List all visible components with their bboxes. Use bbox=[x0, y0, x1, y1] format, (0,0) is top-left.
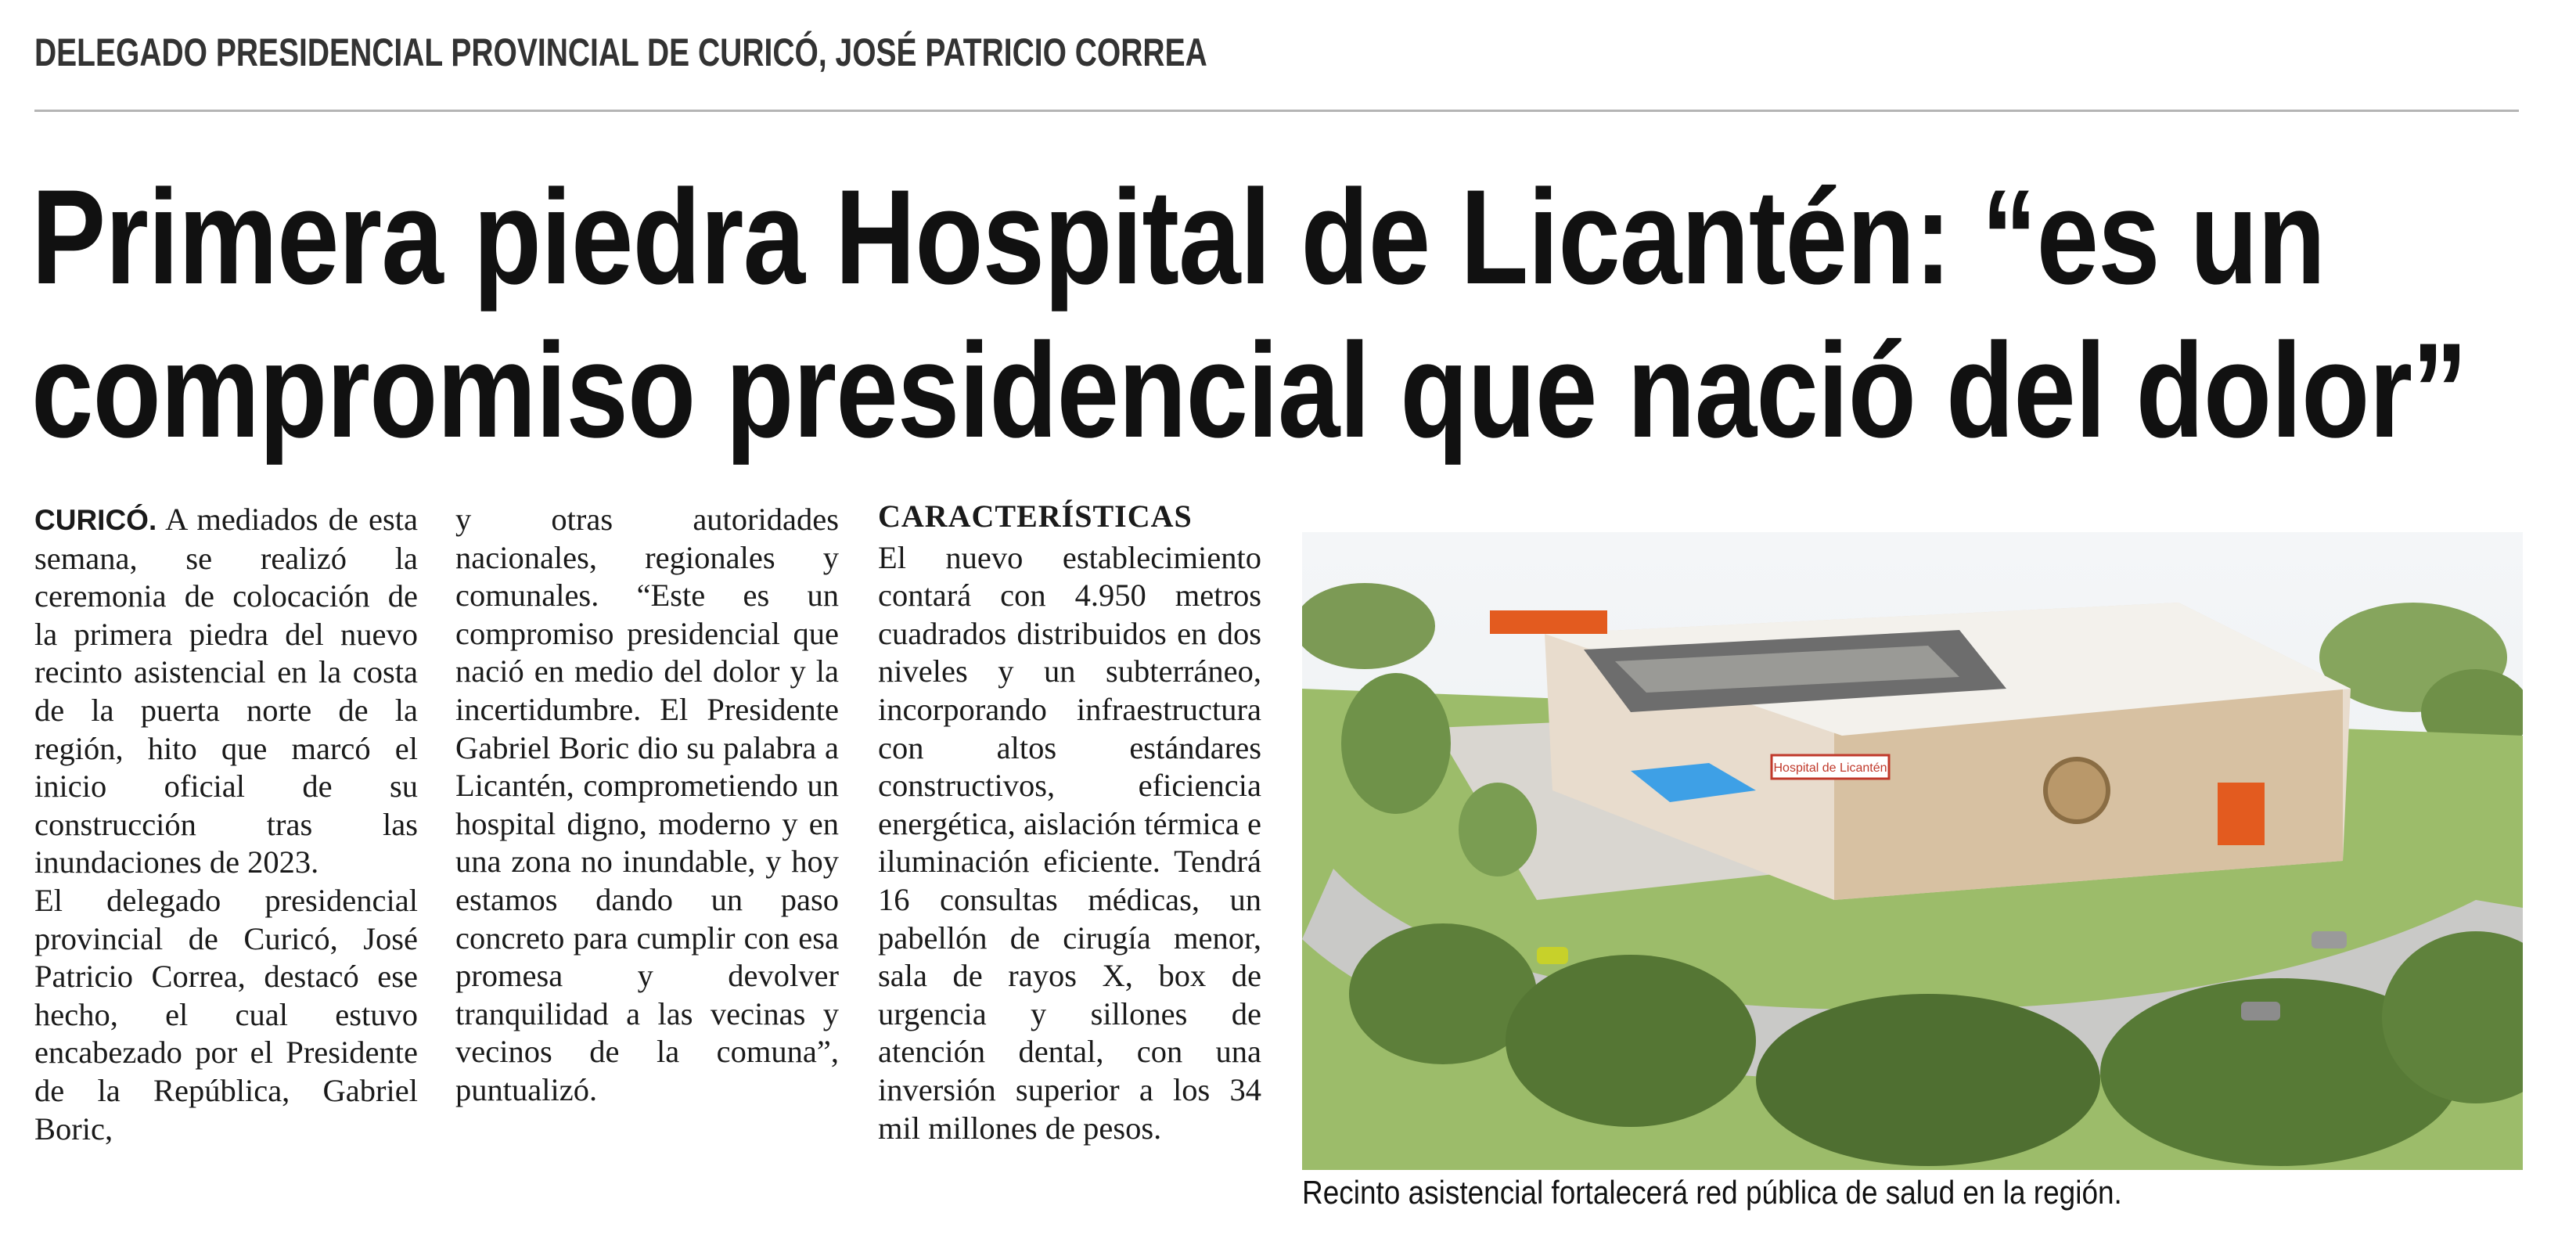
hospital-rendering-photo bbox=[1302, 532, 2523, 1170]
headline-line-1: Primera piedra Hospital de Licantén: “es un bbox=[31, 162, 2326, 312]
building-sign-text: Hospital de Licantén bbox=[1773, 761, 1887, 775]
divider-rule bbox=[34, 110, 2519, 112]
article-column-1 bbox=[34, 501, 418, 1148]
kicker: DELEGADO PRESIDENCIAL PROVINCIAL DE CURICÓ, JOSÉ PATRICIO CORREA bbox=[34, 31, 1207, 74]
section-subhead: CARACTERÍSTICAS bbox=[878, 499, 1193, 534]
dateline: CURICÓ. bbox=[34, 504, 157, 536]
paragraph-3: El nuevo establecimiento contará con 4.950 metros cuadrados distribuidos en dos niveles y un subterráneo, incorporando infraestructura con altos estándares constructivos, eficiencia energética, aislación térmica e iluminación eficiente. Tendrá 16 consultas médicas, un pabellón de cirugía menor, sala de rayos X, box de urgencia y sillones de atención dental, con una inversión superior a los 34 mil millones de pesos. bbox=[878, 539, 1261, 1146]
headline bbox=[31, 160, 2467, 467]
photo-caption: Recinto asistencial fortalecerá red pública de salud en la región. bbox=[1302, 1174, 2122, 1211]
article-column-3 bbox=[878, 498, 1261, 1147]
paragraph-1: A mediados de esta semana, se realizó la ceremonia de colocación de la primera piedra del nuevo recinto asistencial en la costa de la puerta norte de la región, hito que marcó el inicio oficial de su construcción tras las inundaciones de 2023. bbox=[34, 502, 419, 880]
article-column-2 bbox=[455, 501, 839, 1110]
paragraph-2-start: El delegado presidencial provincial de Curicó, José Patricio Correa, destacó ese hecho, el cual estuvo encabezado por el Presidente de la República, Gabriel Boric, bbox=[34, 882, 418, 1146]
paragraph-2-continued: y otras autoridades nacionales, regionales y comunales. “Este es un compromiso presidencial que nació en medio del dolor y la incertidumbre. El Presidente Gabriel Boric dio su palabra a Licantén, comprometiendo un hospital digno, moderno y en una zona no inundable, y hoy estamos dando un paso concreto para cumplir con esa promesa y devolver tranquilidad a las vecinas y vecinos de la comuna”, puntualizó. bbox=[455, 502, 839, 1107]
headline-line-2: compromiso presidencial que nació del dolor” bbox=[31, 315, 2467, 466]
